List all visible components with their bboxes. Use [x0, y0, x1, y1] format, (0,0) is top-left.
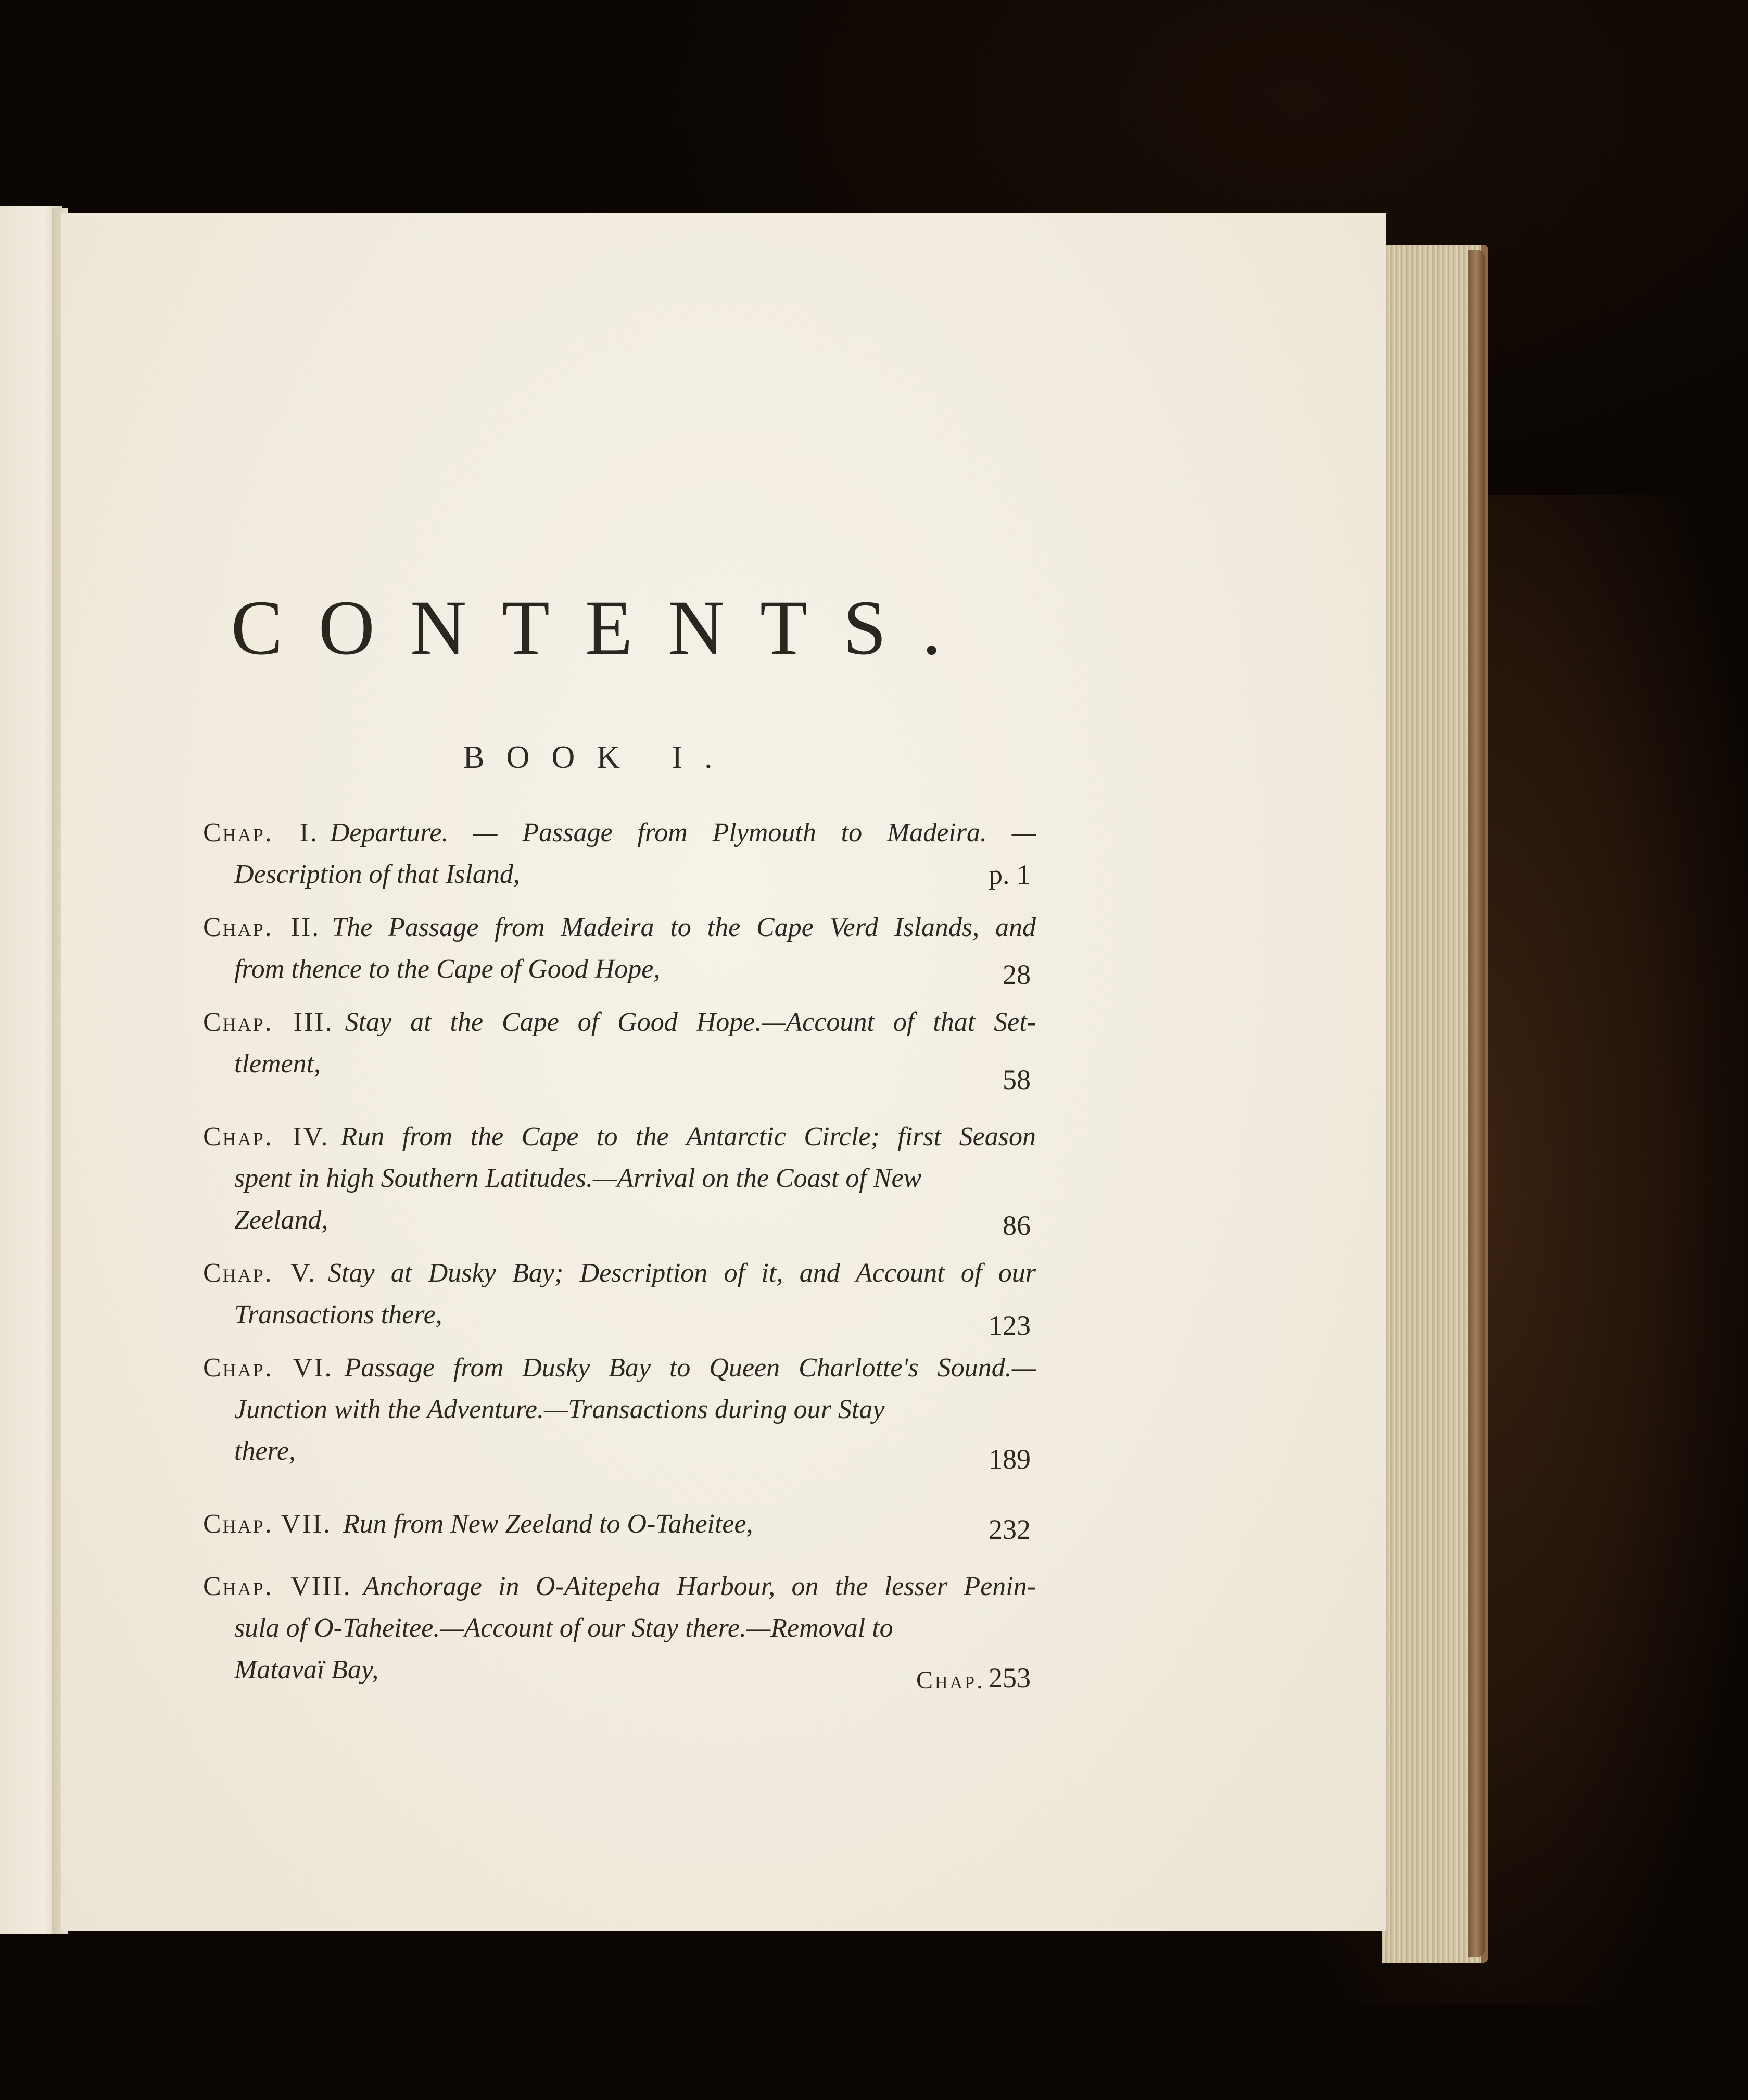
book-cover-edge: [1468, 250, 1485, 1957]
toc-entry: [203, 907, 1036, 990]
chapter-title: Departure. — Passage from Plymouth to Madeira. —: [330, 818, 1036, 847]
toc-entry: [203, 1002, 1036, 1095]
toc-entry: [203, 1503, 1036, 1545]
toc-entry: [203, 1116, 1036, 1241]
chapter-title-continued: tlement,: [234, 1049, 321, 1079]
page-number: 123: [989, 1310, 1031, 1341]
chapter-label: Chap. VII.: [203, 1509, 332, 1539]
page-number: 232: [989, 1514, 1031, 1545]
chapter-title-continued: spent in high Southern Latitudes.—Arrival on the Coast of New Zeeland,: [234, 1163, 922, 1235]
chapter-title: Stay at Dusky Bay; Description of it, and Account of our: [328, 1258, 1036, 1288]
chapter-title-continued: from thence to the Cape of Good Hope,: [234, 954, 661, 984]
page-number: p. 1: [989, 859, 1031, 890]
chapter-title: Passage from Dusky Bay to Queen Charlotte's Sound.—: [344, 1353, 1036, 1383]
chapter-label: Chap. VI.: [203, 1353, 333, 1383]
chapter-label: Chap. II.: [203, 913, 321, 942]
chapter-label: Chap. VIII.: [203, 1572, 352, 1601]
chapter-title: Run from New Zeeland to O-Taheitee,: [343, 1509, 753, 1539]
chapter-label: Chap. III.: [203, 1007, 334, 1037]
chapter-label: Chap. IV.: [203, 1122, 330, 1152]
toc-entry: [203, 1347, 1036, 1475]
page-number: 86: [1003, 1210, 1031, 1241]
page-title: CONTENTS.: [231, 585, 977, 671]
chapter-label: Chap. I.: [203, 818, 319, 847]
page-number: 28: [1003, 959, 1031, 990]
chapter-title-continued: sula of O-Taheitee.—Account of our Stay there.—Removal to Matavaï Bay,: [234, 1613, 893, 1685]
toc-entry: [203, 812, 1036, 895]
page-number: 253: [989, 1662, 1031, 1693]
catchword: Chap.: [916, 1666, 985, 1694]
page-number: 189: [989, 1444, 1031, 1475]
chapter-title: The Passage from Madeira to the Cape Verd Islands, and: [332, 913, 1036, 942]
chapter-title: Run from the Cape to the Antarctic Circle; first Season: [340, 1122, 1036, 1152]
contents-list: [203, 812, 1036, 1702]
page-number: 58: [1003, 1064, 1031, 1095]
toc-entry: [203, 1253, 1036, 1341]
chapter-title-continued: Transactions there,: [234, 1300, 442, 1330]
book-heading: BOOK I.: [463, 740, 734, 775]
chapter-title: Stay at the Cape of Good Hope.—Account of that Set-: [345, 1007, 1036, 1037]
chapter-title-continued: Description of that Island,: [234, 859, 520, 889]
chapter-title-continued: Junction with the Adventure.—Transactions during our Stay there,: [234, 1395, 885, 1466]
toc-entry: [203, 1566, 1036, 1691]
chapter-title: Anchorage in O-Aitepeha Harbour, on the lesser Penin-: [363, 1572, 1036, 1601]
chapter-label: Chap. V.: [203, 1258, 317, 1288]
